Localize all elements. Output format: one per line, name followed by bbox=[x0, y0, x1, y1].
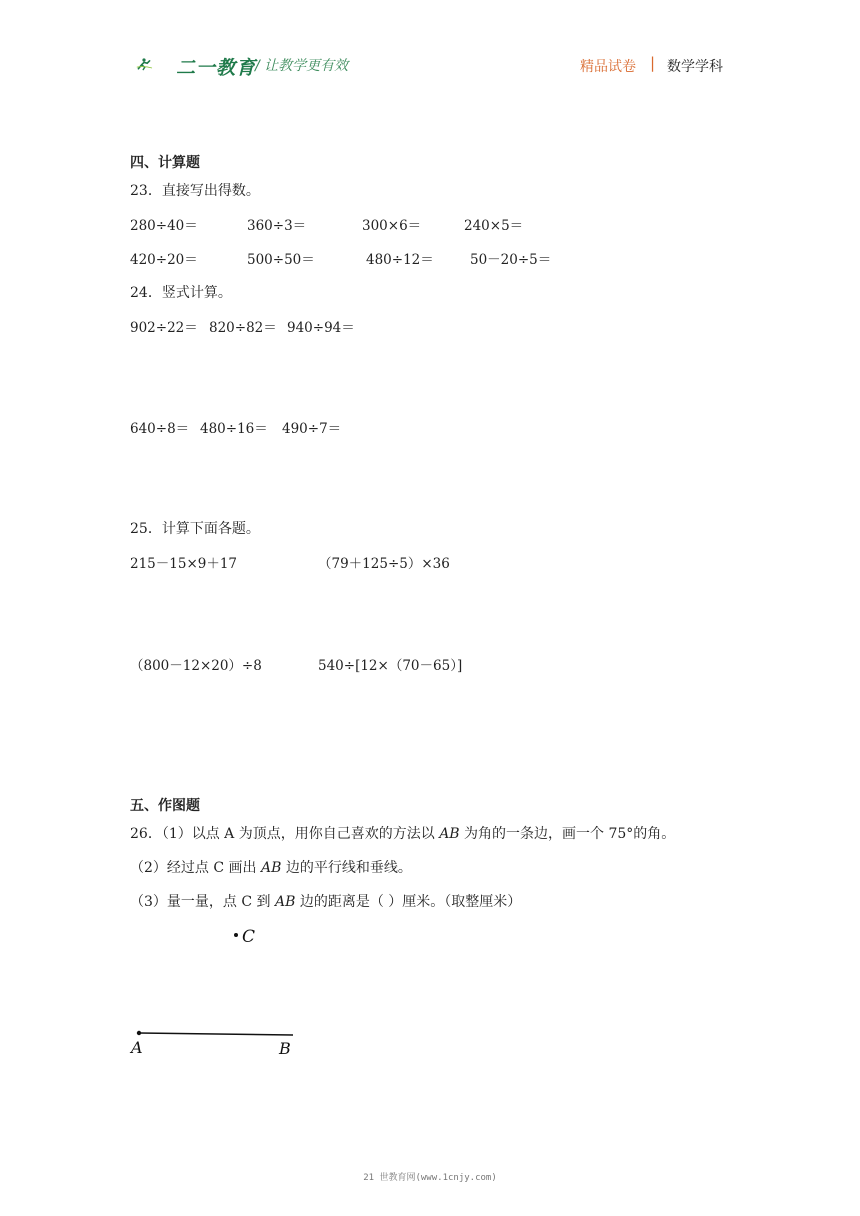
header-subject: 数学学科 bbox=[667, 59, 723, 75]
expression: 490÷7＝ bbox=[282, 421, 342, 437]
point-c-label: C bbox=[242, 927, 256, 947]
question-text: （3）量一量，点 C 到 bbox=[130, 894, 271, 910]
point-a-dot bbox=[137, 1031, 141, 1035]
expression: 50－20÷5＝ bbox=[470, 252, 552, 268]
expression: 500÷50＝ bbox=[247, 252, 315, 268]
question-text: 为角的一条边，画一个 75°的角。 bbox=[464, 826, 676, 842]
expression: （800－12×20）÷8 bbox=[130, 658, 262, 674]
segment-label: AB bbox=[274, 894, 296, 910]
logo-text: 二一教育 bbox=[176, 57, 257, 79]
slogan: / 让教学更有效 bbox=[255, 58, 349, 74]
question-26-line-1 bbox=[130, 823, 675, 843]
runner-logo-icon bbox=[136, 48, 180, 80]
point-a-label: A bbox=[131, 1038, 143, 1057]
question-text: 边的距离是（ ）厘米。（取整厘米） bbox=[299, 894, 522, 910]
expression: 480÷16＝ bbox=[200, 421, 268, 437]
expression: 480÷12＝ bbox=[366, 252, 434, 268]
question-text: （2）经过点 C 画出 bbox=[130, 860, 257, 876]
section-title-5: 五、作图题 bbox=[130, 798, 200, 814]
expression: 300×6＝ bbox=[362, 218, 422, 234]
question-text: 边的平行线和垂线。 bbox=[285, 860, 412, 876]
question-25-prompt: 25．计算下面各题。 bbox=[130, 521, 260, 537]
question-26-line-3 bbox=[130, 891, 521, 911]
point-b-label: B bbox=[279, 1039, 291, 1058]
expression: 640÷8＝ bbox=[130, 421, 190, 437]
expression: 940÷94＝ bbox=[287, 320, 355, 336]
expression: 820÷82＝ bbox=[209, 320, 277, 336]
segment-ab bbox=[139, 1033, 293, 1035]
question-26-line-2 bbox=[130, 857, 412, 877]
header-separator: | bbox=[650, 54, 656, 72]
expression: 540÷[12×（70－65）] bbox=[318, 658, 463, 674]
question-text: 26．（1）以点 A 为顶点，用你自己喜欢的方法以 bbox=[130, 826, 435, 842]
expression: （79＋125÷5）×36 bbox=[318, 556, 450, 572]
header-tag: 精品试卷 bbox=[580, 59, 636, 75]
geometry-figure bbox=[125, 920, 315, 1070]
point-c-dot bbox=[234, 933, 238, 937]
footer: 21 世教育网(www.1cnjy.com) bbox=[363, 1173, 497, 1183]
expression: 240×5＝ bbox=[464, 218, 524, 234]
question-23-prompt: 23．直接写出得数。 bbox=[130, 183, 260, 199]
expression: 902÷22＝ bbox=[130, 320, 198, 336]
expression: 420÷20＝ bbox=[130, 252, 198, 268]
question-24-prompt: 24．竖式计算。 bbox=[130, 285, 232, 301]
expression: 280÷40＝ bbox=[130, 218, 198, 234]
segment-label: AB bbox=[260, 860, 282, 876]
segment-label: AB bbox=[439, 826, 460, 842]
expression: 360÷3＝ bbox=[247, 218, 307, 234]
expression: 215－15×9＋17 bbox=[130, 556, 238, 572]
section-title-4: 四、计算题 bbox=[130, 155, 200, 171]
